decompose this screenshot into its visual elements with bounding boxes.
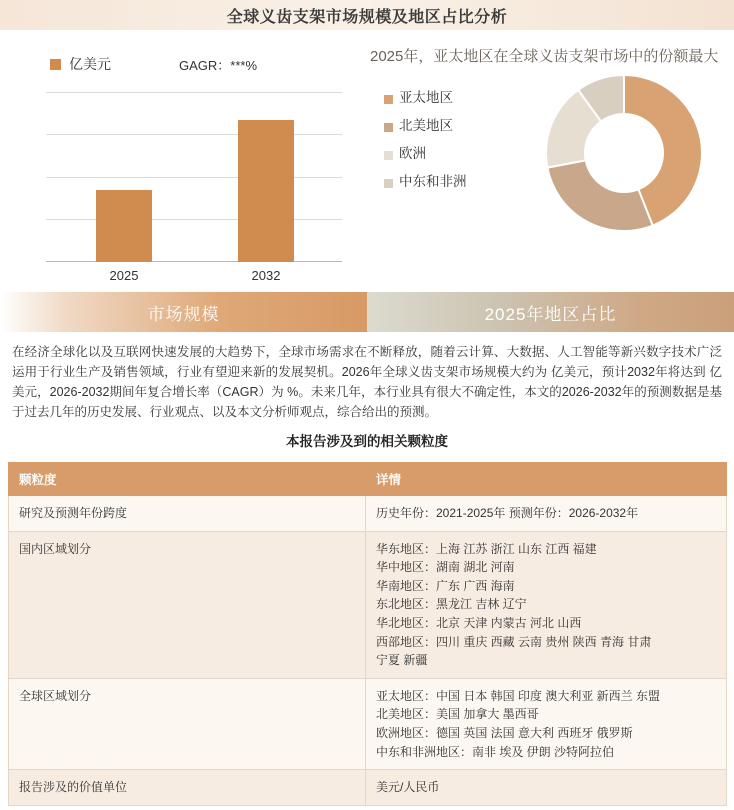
legend-label-series: 亿美元 [69, 56, 111, 72]
legend-item [384, 119, 467, 133]
section-region-share: 2025年地区占比 [367, 292, 734, 332]
detail-line: 亚太地区：中国 日本 韩国 印度 澳大利亚 新西兰 东盟 [376, 688, 661, 703]
detail-line: 历史年份：2021-2025年 预测年份：2026-2032年 [376, 506, 639, 520]
legend-label: 亚太地区 [399, 89, 453, 105]
summary-paragraph: 在经济全球化以及互联网快速发展的大趋势下，全球市场需求在不断释放，随着云计算、大数据、人工智能等新兴数字技术广泛运用于行业生产及销售领域，行业有望迎来新的发展契机。2026年全球义齿支架市场规模大约为 亿美元，预计2032年将达到 亿美元，2026-2032期间年复合增长率（CAGR）为 %。未来几年，本行业具有很大不确定性，本文的2026-2032年的预测数据是基于过去几年的历史发展、行业观点、以及本文分析师观点，综合给出的预测。 [12, 345, 722, 419]
table-caption: 本报告涉及到的相关颗粒度 [286, 434, 448, 449]
legend-swatch-icon [384, 179, 393, 188]
gridline [46, 219, 342, 220]
x-axis-line [46, 261, 342, 262]
detail-line: 西部地区：四川 重庆 西藏 云南 贵州 陕西 青海 甘肃 [376, 634, 652, 649]
legend-item [384, 147, 467, 161]
bar-chart [0, 30, 360, 292]
legend-item [384, 175, 467, 189]
bar-2025 [96, 190, 152, 262]
detail-line: 东北地区：黑龙江 吉林 辽宁 [376, 597, 527, 612]
section-market-size: 市场规模 [0, 292, 367, 332]
table-header-row [9, 463, 727, 496]
detail-line: 美元/人民币 [376, 780, 440, 795]
x-tick-label: 2025 [109, 268, 139, 283]
gridline [46, 134, 342, 135]
gridline [46, 92, 342, 93]
legend-swatch-icon [384, 95, 393, 104]
detail-line: 北美地区：美国 加拿大 墨西哥 [376, 707, 539, 722]
legend-swatch-icon [384, 151, 393, 160]
table-header-detail: 详情 [366, 463, 727, 496]
detail-line: 欧洲地区：德国 英国 法国 意大利 西班牙 俄罗斯 [376, 725, 633, 740]
table-header-granularity: 颗粒度 [9, 463, 366, 496]
table-cell-detail [366, 678, 727, 769]
gridline [46, 177, 342, 178]
x-axis-labels [46, 268, 342, 288]
legend-label: 欧洲 [399, 145, 426, 161]
legend-swatch-icon [384, 123, 393, 132]
table-row [9, 531, 727, 678]
charts-area [0, 30, 734, 292]
donut-chart-heading: 2025年，亚太地区在全球义齿支架市场中的份额最大 [370, 48, 719, 65]
table-row [9, 496, 727, 532]
page-title: 全球义齿支架市场规模及地区占比分析 [226, 8, 508, 26]
cagr-annotation: GAGR：***% [179, 57, 258, 73]
donut-chart [360, 30, 734, 292]
page-title-bar [0, 0, 734, 30]
detail-line: 华北地区：北京 天津 内蒙古 河北 山西 [376, 615, 582, 630]
detail-line: 华东地区：上海 江苏 浙江 山东 江西 福建 [376, 541, 597, 556]
donut-legend [384, 91, 467, 204]
bar-chart-legend [50, 54, 350, 74]
summary-section [0, 332, 734, 462]
detail-line: 宁夏 新疆 [376, 653, 428, 668]
donut-area [366, 75, 728, 245]
legend-item [384, 91, 467, 105]
legend-swatch-icon [50, 59, 61, 70]
table-row [9, 770, 727, 806]
granularity-table [8, 462, 727, 806]
legend-label: 北美地区 [399, 117, 453, 133]
section-bars [0, 292, 734, 332]
detail-line: 华中地区：湖南 湖北 河南 [376, 560, 515, 575]
table-cell-detail [366, 531, 727, 678]
detail-line: 中东和非洲地区：南非 埃及 伊朗 沙特阿拉伯 [376, 744, 615, 759]
bar-plot-area [46, 92, 342, 262]
table-cell-label: 报告涉及的价值单位 [9, 770, 366, 806]
legend-label: 中东和非洲 [399, 174, 467, 190]
bar-2032 [238, 120, 294, 262]
x-tick-label: 2032 [251, 268, 281, 283]
table-cell-label: 国内区域划分 [9, 531, 366, 678]
table-cell-detail [366, 770, 727, 806]
detail-line: 华南地区：广东 广西 海南 [376, 578, 515, 593]
table-cell-label: 研究及预测年份跨度 [9, 496, 366, 532]
table-cell-label: 全球区域划分 [9, 678, 366, 769]
donut-svg [544, 73, 704, 233]
table-cell-detail [366, 496, 727, 532]
table-row [9, 678, 727, 769]
